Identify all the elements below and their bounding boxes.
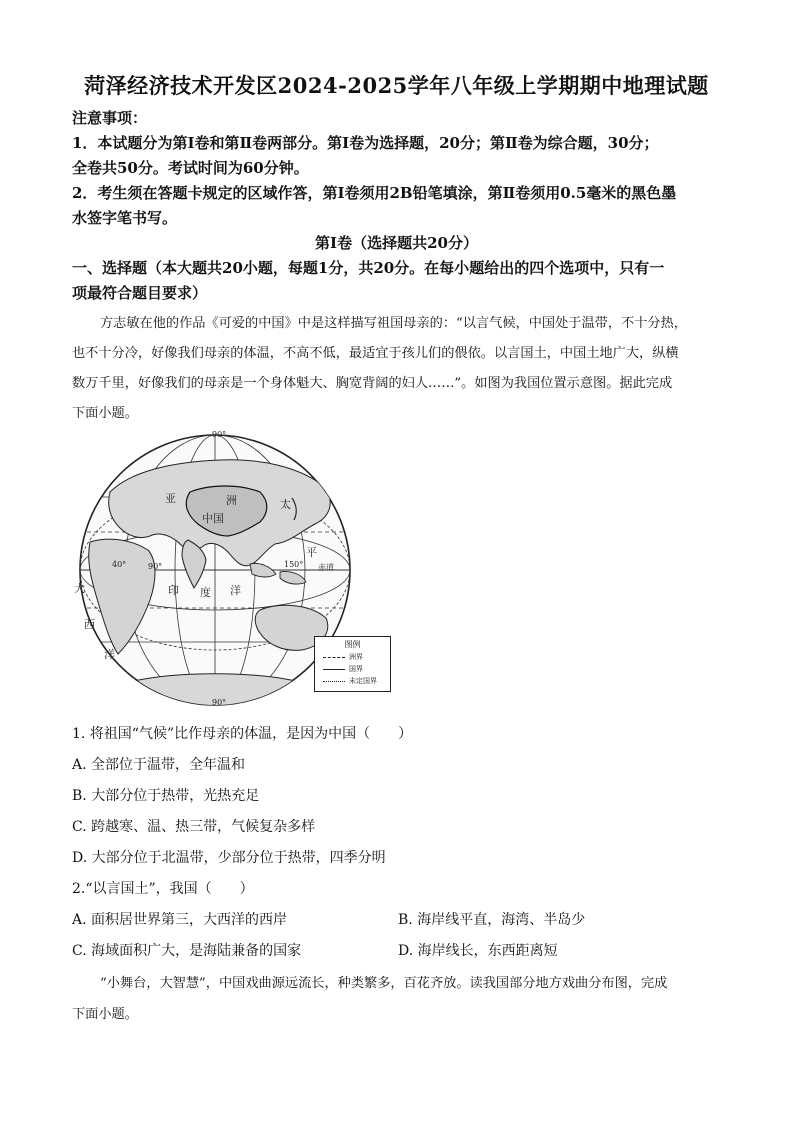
notes-item1-line1: 1．本试题分为第Ⅰ卷和第Ⅱ卷两部分。第Ⅰ卷为选择题，20分；第Ⅱ卷为综合题，30分； [72, 134, 659, 152]
notes-item2-line1: 2．考生须在答题卡规定的区域作答，第Ⅰ卷须用2B铅笔填涂，第Ⅱ卷须用0.5毫米的黑色墨 [72, 184, 677, 202]
map-label-china: 中国 [202, 512, 224, 525]
map-label-indian-1: 印 [168, 584, 179, 597]
legend-row-undetermined [323, 676, 377, 686]
passage1-line1: 方志敏在他的作品《可爱的中国》中是这样描写祖国母亲的：“以言气候，中国处于温带，不十分热， [100, 316, 687, 331]
q1-option-a[interactable]: A. 全部位于温带，全年温和 [72, 757, 246, 773]
map-label-lat-bottom: 90° [212, 698, 227, 707]
passage2-line2: 下面小题。 [72, 1007, 138, 1022]
map-label-lon-150: 150° [284, 560, 304, 569]
q2-stem: 2.“以言国土”，我国（ ） [72, 881, 254, 897]
section1-heading: 第Ⅰ卷（选择题共20分） [315, 234, 478, 252]
map-label-pacific-1: 太 [280, 498, 291, 511]
map-label-atlantic-1: 大 [74, 582, 85, 595]
q1-option-b[interactable]: B. 大部分位于热带，光热充足 [72, 788, 260, 804]
map-legend [314, 636, 391, 692]
map-label-atlantic-3: 洋 [104, 648, 115, 661]
passage2-line1: “小舞台，大智慧”，中国戏曲源远流长，种类繁多，百花齐放。读我国部分地方戏曲分布图，完成 [100, 976, 668, 991]
legend-label-undetermined: 未定国界 [349, 677, 377, 685]
map-label-lon-40: 40° [112, 560, 127, 569]
notes-heading: 注意事项： [72, 109, 148, 127]
q1-stem: 1. 将祖国“气候”比作母亲的体温，是因为中国（ ） [72, 726, 413, 742]
passage1-line2: 也不十分冷，好像我们母亲的体温，不高不低，最适宜于孩儿们的偎依。以言国土，中国土地广大，纵横 [72, 346, 679, 361]
passage1-line3: 数万千里，好像我们的母亲是一个身体魁大、胸宽背阔的妇人……”。如图为我国位置示意图。据此完成 [72, 376, 673, 391]
q1-option-c[interactable]: C. 跨越寒、温、热三带，气候复杂多样 [72, 819, 316, 835]
q2-option-d[interactable]: D. 海岸线长，东西距离短 [398, 943, 558, 959]
legend-label-continent: 洲界 [349, 653, 363, 661]
page-title: 菏泽经济技术开发区2024-2025学年八年级上学期期中地理试题 [84, 73, 709, 98]
q1-option-d[interactable]: D. 大部分位于北温带，少部分位于热带，四季分明 [72, 850, 386, 866]
q2-option-a[interactable]: A. 面积居世界第三，大西洋的西岸 [72, 912, 288, 928]
legend-row-border [323, 664, 363, 674]
map-label-lat-top: 90° [212, 430, 227, 439]
legend-title: 图例 [344, 640, 361, 649]
legend-row-continent [323, 652, 363, 662]
map-label-pacific-2: 平 [306, 546, 317, 559]
legend-label-border: 国界 [349, 665, 363, 673]
map-label-asia-2: 洲 [226, 494, 237, 507]
legend-line-undetermined [323, 681, 345, 682]
map-label-tropic: 赤道 [318, 563, 334, 572]
q2-option-b[interactable]: B. 海岸线平直，海湾、半岛少 [398, 912, 586, 928]
legend-line-border [323, 669, 345, 670]
map-label-indian-2: 度 [200, 586, 211, 599]
notes-item1-line2: 全卷共50分。考试时间为60分钟。 [72, 159, 309, 177]
section1-intro-line1: 一、选择题（本大题共20小题，每题1分，共20分。在每小题给出的四个选项中，只有一 [72, 259, 665, 277]
map-label-atlantic-2: 西 [84, 618, 95, 631]
passage1-line4: 下面小题。 [72, 406, 138, 421]
q2-option-c[interactable]: C. 海域面积广大，是海陆兼备的国家 [72, 943, 302, 959]
map-label-indian-3: 洋 [230, 584, 241, 597]
map-label-lon-90: 90° [148, 562, 163, 571]
section1-intro-line2: 项最符合题目要求） [72, 284, 208, 302]
legend-line-continent [323, 657, 345, 658]
notes-item2-line2: 水签字笔书写。 [72, 209, 178, 227]
map-label-asia-1: 亚 [165, 492, 176, 505]
